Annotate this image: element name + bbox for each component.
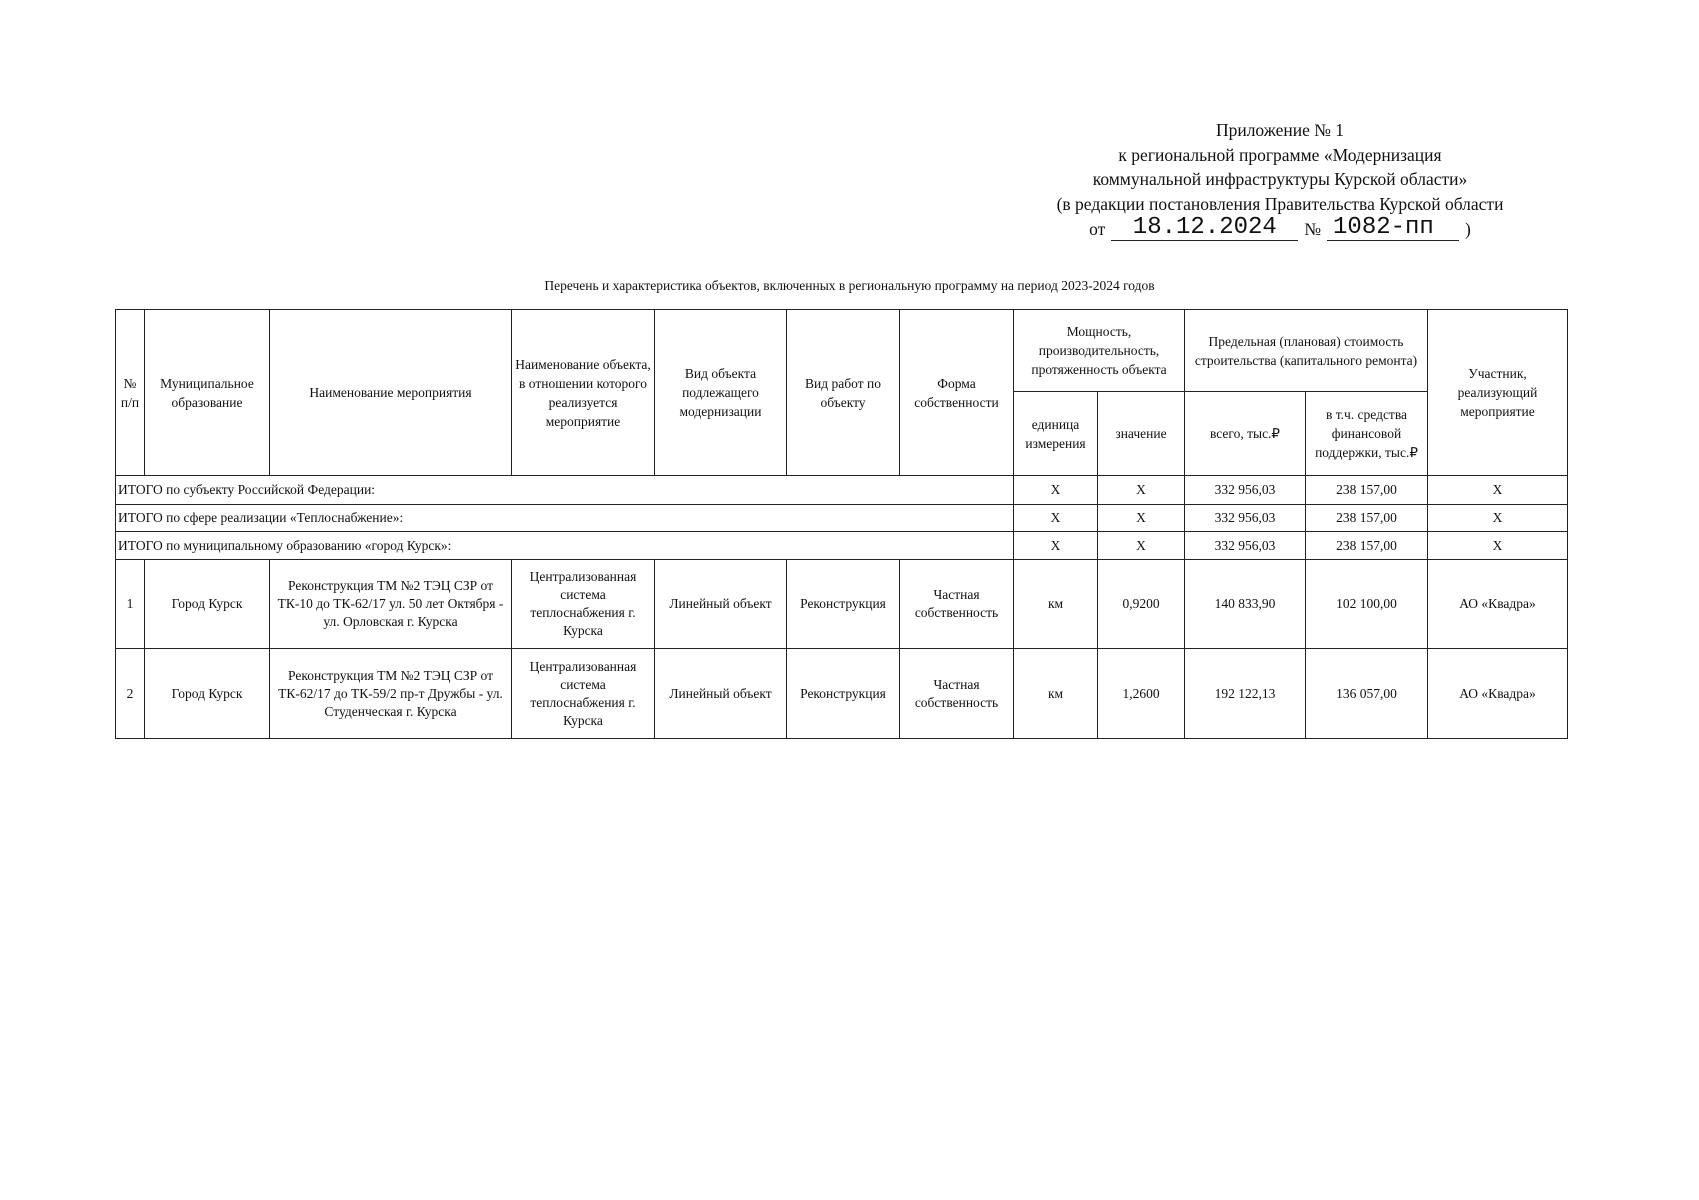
row-object: Централизованная система теплоснабжения г. Курска — [512, 649, 655, 739]
row-ownership: Частная собственность — [900, 649, 1014, 739]
table-row — [116, 560, 1568, 649]
total-value: X — [1098, 505, 1185, 532]
total-cost: 332 956,03 — [1185, 532, 1306, 560]
approval-block — [1010, 118, 1550, 241]
objects-table — [115, 309, 1568, 739]
header-participant: Участник, реализующий мероприятие — [1428, 310, 1568, 476]
row-ownership: Частная собственность — [900, 560, 1014, 649]
approval-line: к региональной программе «Модернизация — [1118, 144, 1442, 165]
row-unit: км — [1014, 649, 1098, 739]
total-support: 238 157,00 — [1306, 532, 1428, 560]
total-row — [116, 505, 1568, 532]
total-label: ИТОГО по сфере реализации «Теплоснабжение»: — [116, 505, 1014, 532]
total-value: X — [1098, 532, 1185, 560]
total-unit: X — [1014, 532, 1098, 560]
total-unit: X — [1014, 505, 1098, 532]
approval-number: 1082-пп — [1327, 216, 1459, 241]
header-object-name: Наименование объекта, в отношении которого реализуется мероприятие — [512, 310, 655, 476]
row-value: 1,2600 — [1098, 649, 1185, 739]
total-cost: 332 956,03 — [1185, 505, 1306, 532]
header-object-type: Вид объекта подлежащего модернизации — [655, 310, 787, 476]
document-title: Перечень и характеристика объектов, включенных в региональную программу на период 2023-2024 годов — [544, 278, 1155, 293]
total-label: ИТОГО по субъекту Российской Федерации: — [116, 476, 1014, 505]
row-unit: км — [1014, 560, 1098, 649]
total-participant: X — [1428, 476, 1568, 505]
row-participant: АО «Квадра» — [1428, 560, 1568, 649]
header-municipality: Муниципальное образование — [145, 310, 270, 476]
row-municipality: Город Курск — [145, 649, 270, 739]
header-cost-support: в т.ч. средства финансовой поддержки, тыс.₽ — [1306, 392, 1428, 476]
total-label: ИТОГО по муниципальному образованию «город Курск»: — [116, 532, 1014, 560]
approval-date: 18.12.2024 — [1111, 216, 1298, 241]
approval-date-line — [1010, 216, 1550, 241]
row-event: Реконструкция ТМ №2 ТЭЦ СЗР от ТК-10 до ТК-62/17 ул. 50 лет Октября - ул. Орловская г. Курска — [270, 560, 512, 649]
total-support: 238 157,00 — [1306, 505, 1428, 532]
row-object-type: Линейный объект — [655, 560, 787, 649]
total-cost: 332 956,03 — [1185, 476, 1306, 505]
row-object: Централизованная система теплоснабжения г. Курска — [512, 560, 655, 649]
total-row — [116, 532, 1568, 560]
header-work-type: Вид работ по объекту — [787, 310, 900, 476]
date-prefix: от — [1089, 218, 1106, 239]
header-event-name: Наименование мероприятия — [270, 310, 512, 476]
number-prefix: № — [1304, 218, 1322, 239]
table-row — [116, 649, 1568, 739]
row-work-type: Реконструкция — [787, 649, 900, 739]
total-participant: X — [1428, 505, 1568, 532]
header-ownership: Форма собственности — [900, 310, 1014, 476]
row-cost-support: 136 057,00 — [1306, 649, 1428, 739]
approval-line: (в редакции постановления Правительства Курской области — [1056, 193, 1504, 214]
header-cost-total: всего, тыс.₽ — [1185, 392, 1306, 476]
approval-line: Приложение № 1 — [1215, 120, 1345, 140]
total-participant: X — [1428, 532, 1568, 560]
row-event: Реконструкция ТМ №2 ТЭЦ СЗР от ТК-62/17 до ТК-59/2 пр-т Дружбы - ул. Студенческая г. Курска — [270, 649, 512, 739]
total-support: 238 157,00 — [1306, 476, 1428, 505]
header-capacity: Мощность, производительность, протяженность объекта — [1014, 310, 1185, 392]
header-cost: Предельная (плановая) стоимость строительства (капитального ремонта) — [1185, 310, 1428, 392]
row-num: 2 — [116, 649, 145, 739]
header-unit: единица измерения — [1014, 392, 1098, 476]
total-row — [116, 476, 1568, 505]
row-num: 1 — [116, 560, 145, 649]
row-municipality: Город Курск — [145, 560, 270, 649]
total-value: X — [1098, 476, 1185, 505]
row-work-type: Реконструкция — [787, 560, 900, 649]
approval-line: коммунальной инфраструктуры Курской области» — [1092, 169, 1468, 189]
row-value: 0,9200 — [1098, 560, 1185, 649]
total-unit: X — [1014, 476, 1098, 505]
row-participant: АО «Квадра» — [1428, 649, 1568, 739]
closing-paren: ) — [1465, 218, 1471, 239]
row-cost-total: 140 833,90 — [1185, 560, 1306, 649]
row-object-type: Линейный объект — [655, 649, 787, 739]
header-num: № п/п — [116, 310, 145, 476]
header-value: значение — [1098, 392, 1185, 476]
row-cost-support: 102 100,00 — [1306, 560, 1428, 649]
row-cost-total: 192 122,13 — [1185, 649, 1306, 739]
